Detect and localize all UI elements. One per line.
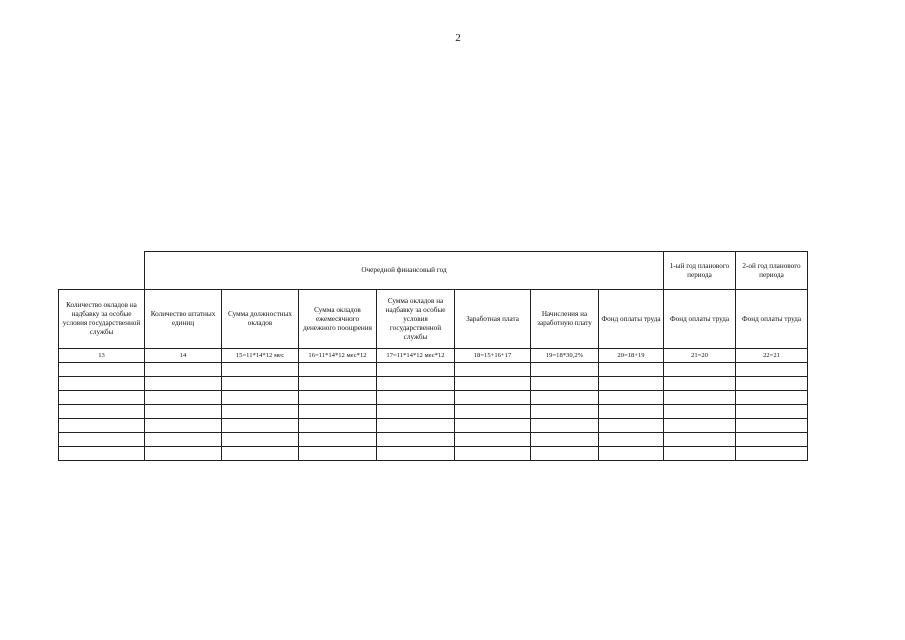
empty-cell	[455, 419, 531, 433]
empty-cell	[531, 405, 599, 419]
corner-cell	[59, 252, 145, 290]
empty-cell	[59, 377, 145, 391]
col-header: Начисления на заработную плату	[531, 290, 599, 349]
empty-cell	[599, 391, 664, 405]
header-plan-year-2: 2-ой год планового периода	[736, 252, 808, 290]
formula-cell: 20=18+19	[599, 349, 664, 363]
empty-cell	[664, 391, 736, 405]
empty-cell	[531, 391, 599, 405]
empty-cell	[377, 377, 455, 391]
col-header: Количество окладов на надбавку за особые условия государственной службы	[59, 290, 145, 349]
empty-cell	[299, 405, 377, 419]
formula-cell: 18=15+16+17	[455, 349, 531, 363]
empty-row	[59, 377, 808, 391]
empty-cell	[377, 433, 455, 447]
col-header: Заработная плата	[455, 290, 531, 349]
empty-cell	[299, 391, 377, 405]
empty-cell	[531, 419, 599, 433]
empty-cell	[59, 447, 145, 461]
empty-cell	[531, 363, 599, 377]
empty-cell	[664, 363, 736, 377]
empty-row	[59, 433, 808, 447]
empty-row	[59, 447, 808, 461]
col-header: Фонд оплаты труда	[599, 290, 664, 349]
empty-cell	[455, 433, 531, 447]
empty-cell	[736, 391, 808, 405]
empty-cell	[145, 391, 222, 405]
empty-cell	[455, 405, 531, 419]
empty-cell	[599, 405, 664, 419]
empty-cell	[299, 433, 377, 447]
formula-cell: 16=11*14*12 мес*12	[299, 349, 377, 363]
col-header: Фонд оплаты труда	[664, 290, 736, 349]
empty-cell	[599, 419, 664, 433]
col-header: Количество штатных единиц	[145, 290, 222, 349]
empty-cell	[531, 433, 599, 447]
empty-cell	[531, 377, 599, 391]
formula-cell: 14	[145, 349, 222, 363]
empty-cell	[145, 419, 222, 433]
formula-cell: 22=21	[736, 349, 808, 363]
empty-cell	[299, 363, 377, 377]
empty-row	[59, 391, 808, 405]
empty-cell	[299, 447, 377, 461]
empty-cell	[455, 377, 531, 391]
col-header: Сумма окладов ежемесячного денежного поощрения	[299, 290, 377, 349]
empty-cell	[145, 433, 222, 447]
formula-cell: 13	[59, 349, 145, 363]
empty-cell	[377, 405, 455, 419]
empty-cell	[736, 377, 808, 391]
empty-cell	[599, 433, 664, 447]
empty-cell	[145, 405, 222, 419]
header-current-year: Очередной финансовый год	[145, 252, 664, 290]
empty-cell	[59, 363, 145, 377]
empty-cell	[599, 363, 664, 377]
empty-cell	[59, 419, 145, 433]
empty-cell	[736, 405, 808, 419]
empty-cell	[599, 447, 664, 461]
empty-cell	[222, 419, 299, 433]
formula-cell: 17=11*14*12 мес*12	[377, 349, 455, 363]
empty-cell	[377, 447, 455, 461]
empty-cell	[599, 377, 664, 391]
financial-table	[58, 251, 808, 461]
empty-cell	[455, 363, 531, 377]
empty-cell	[222, 447, 299, 461]
formula-cell: 19=18*30,2%	[531, 349, 599, 363]
empty-cell	[736, 447, 808, 461]
empty-cell	[59, 405, 145, 419]
empty-cell	[736, 363, 808, 377]
formula-row	[59, 349, 808, 363]
empty-cell	[664, 419, 736, 433]
formula-cell: 21=20	[664, 349, 736, 363]
header-plan-year-1: 1-ый год планового периода	[664, 252, 736, 290]
empty-cell	[145, 447, 222, 461]
empty-cell	[222, 433, 299, 447]
empty-cell	[145, 377, 222, 391]
col-header: Фонд оплаты труда	[736, 290, 808, 349]
col-header: Сумма должностных окладов	[222, 290, 299, 349]
empty-cell	[59, 433, 145, 447]
empty-cell	[222, 405, 299, 419]
empty-cell	[377, 363, 455, 377]
empty-cell	[664, 447, 736, 461]
empty-cell	[222, 377, 299, 391]
empty-row	[59, 405, 808, 419]
empty-cell	[455, 447, 531, 461]
formula-cell: 15=11*14*12 мес	[222, 349, 299, 363]
empty-cell	[736, 419, 808, 433]
page-number: 2	[455, 32, 461, 44]
empty-cell	[664, 377, 736, 391]
empty-cell	[664, 405, 736, 419]
col-header: Сумма окладов на надбавку за особые условия государственной службы	[377, 290, 455, 349]
empty-cell	[145, 363, 222, 377]
empty-cell	[736, 433, 808, 447]
empty-cell	[455, 391, 531, 405]
empty-cell	[664, 433, 736, 447]
empty-cell	[531, 447, 599, 461]
empty-cell	[299, 377, 377, 391]
empty-row	[59, 363, 808, 377]
empty-cell	[222, 363, 299, 377]
empty-row	[59, 419, 808, 433]
empty-cell	[377, 391, 455, 405]
empty-cell	[59, 391, 145, 405]
empty-cell	[222, 391, 299, 405]
empty-cell	[377, 419, 455, 433]
empty-cell	[299, 419, 377, 433]
